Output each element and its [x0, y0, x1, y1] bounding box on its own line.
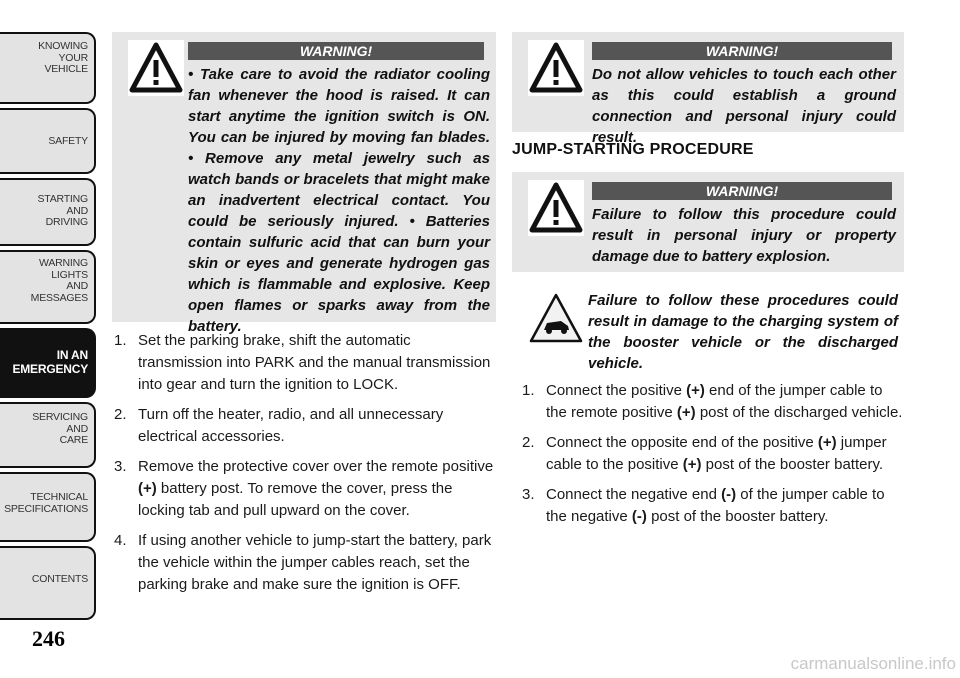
tab-line: EMERGENCY: [12, 362, 88, 376]
polarity-symbol: (-): [631, 508, 647, 525]
tab-line: LIGHTS: [51, 268, 88, 281]
warning-header: WARNING!: [592, 182, 892, 200]
tab-technical-specifications[interactable]: [0, 472, 96, 542]
step-text: end of the jumper cable to the remote positive: [546, 382, 883, 421]
step-number: 1.: [114, 332, 127, 349]
tab-line: VEHICLE: [44, 63, 88, 75]
list-item: [522, 484, 906, 528]
step-text: If using another vehicle to jump-start the battery, park the vehicle within the jumper cables reach, set the parking brake and make sure the ignition is OFF.: [138, 532, 492, 593]
step-text: Remove the protective cover over the remote positive: [138, 458, 494, 475]
step-text: battery post. To remove the cover, press the locking tab and pull upward on the cover.: [138, 480, 453, 519]
polarity-symbol: (+): [817, 434, 837, 451]
step-text: of the jumper cable to the negative: [546, 486, 885, 525]
tab-line: WARNING: [39, 257, 88, 269]
step-text: post of the booster battery.: [701, 456, 884, 473]
warning-text: [526, 64, 896, 148]
warning-header: WARNING!: [188, 42, 484, 60]
step-text: post of the discharged vehicle.: [695, 404, 903, 421]
step-number: 2.: [114, 406, 127, 423]
step-number: 3.: [114, 458, 127, 475]
watermark: carmanualsonline.info: [790, 654, 956, 673]
step-text: Connect the positive: [546, 382, 687, 399]
tab-knowing-your-vehicle[interactable]: [0, 32, 96, 104]
warning-box-ground: [512, 32, 904, 146]
section-title: JUMP-STARTING PROCEDURE: [512, 141, 754, 158]
step-number: 2.: [522, 434, 535, 451]
warning-text: [122, 64, 490, 337]
step-number: 3.: [522, 486, 535, 503]
step-text: Set the parking brake, shift the automatic transmission into PARK and the manual transmission into gear and turn the ignition to LOCK.: [138, 332, 491, 393]
warning-box-explosion: [512, 172, 904, 272]
list-item: [522, 432, 906, 476]
list-item: [114, 530, 498, 596]
tab-line: AND: [66, 422, 88, 435]
step-text: Connect the negative end: [546, 486, 722, 503]
polarity-symbol: (-): [721, 486, 737, 503]
polarity-symbol: (+): [686, 382, 705, 399]
list-item: [114, 456, 498, 522]
step-number: 4.: [114, 532, 127, 549]
page-number: 246: [32, 626, 65, 651]
warning-paragraph: Failure to follow this procedure could result in personal injury or property damage due to battery explosion.: [592, 206, 896, 265]
polarity-symbol: (+): [138, 480, 157, 497]
warning-text: [526, 204, 896, 267]
warning-paragraph: Do not allow vehicles to touch each other as this could establish a ground connection and personal injury could result.: [592, 66, 896, 146]
list-item: [522, 380, 906, 424]
step-text: jumper cable to the positive: [546, 434, 887, 473]
list-item: [114, 330, 498, 396]
tab-line: AND: [66, 280, 88, 292]
tab-safety[interactable]: [0, 108, 96, 174]
tab-line: STARTING: [37, 193, 88, 205]
warning-paragraph: • Take care to avoid the radiator cooling fan whenever the hood is raised. It can start anytime the ignition switch is ON. You can be injured by moving fan blades. • Remove any metal jewelry such as watch bands or bracelets that might make an inadvertent electrical contact. You could be seriously injured. • Batteries contain sulfuric acid that can burn your skin or eyes and generate hydrogen gas which is flammable and explosive. Keep open flames or sparks away from the battery.: [188, 66, 490, 335]
tab-line: IN AN: [56, 348, 88, 362]
caution-paragraph: Failure to follow these procedures could result in damage to the charging system of the booster vehicle or the discharged vehicle.: [588, 292, 898, 372]
tab-line: KNOWING: [38, 40, 88, 52]
caution-text: [522, 290, 898, 374]
tab-contents[interactable]: [0, 546, 96, 620]
tab-in-an-emergency[interactable]: [0, 328, 96, 398]
step-text: Connect the opposite end of the positive: [546, 434, 818, 451]
warning-header: WARNING!: [592, 42, 892, 60]
preparation-steps: [114, 330, 498, 604]
tab-line: SAFETY: [48, 135, 88, 147]
polarity-symbol: (+): [682, 456, 702, 473]
tab-line: MESSAGES: [30, 291, 88, 304]
step-text: post of the booster battery.: [646, 508, 829, 525]
tab-line: TECHNICAL: [30, 491, 88, 503]
tab-starting-and-driving[interactable]: [0, 178, 96, 246]
step-text: Turn off the heater, radio, and all unnecessary electrical accessories.: [138, 406, 444, 445]
tab-line: CARE: [59, 434, 88, 446]
tab-warning-lights[interactable]: [0, 250, 96, 324]
tab-line: YOUR: [58, 51, 88, 64]
jump-start-steps: [522, 380, 906, 536]
tab-line: DRIVING: [45, 216, 88, 228]
warning-box-battery: [112, 32, 496, 335]
list-item: [114, 404, 498, 448]
tab-line: AND: [66, 204, 88, 217]
step-number: 1.: [522, 382, 535, 399]
chapter-tabs: [0, 0, 98, 640]
tab-line: SERVICING: [32, 411, 88, 423]
polarity-symbol: (+): [676, 404, 696, 421]
tab-line: SPECIFICATIONS: [4, 502, 88, 515]
tab-line: CONTENTS: [31, 573, 88, 585]
tab-servicing-and-care[interactable]: [0, 402, 96, 468]
